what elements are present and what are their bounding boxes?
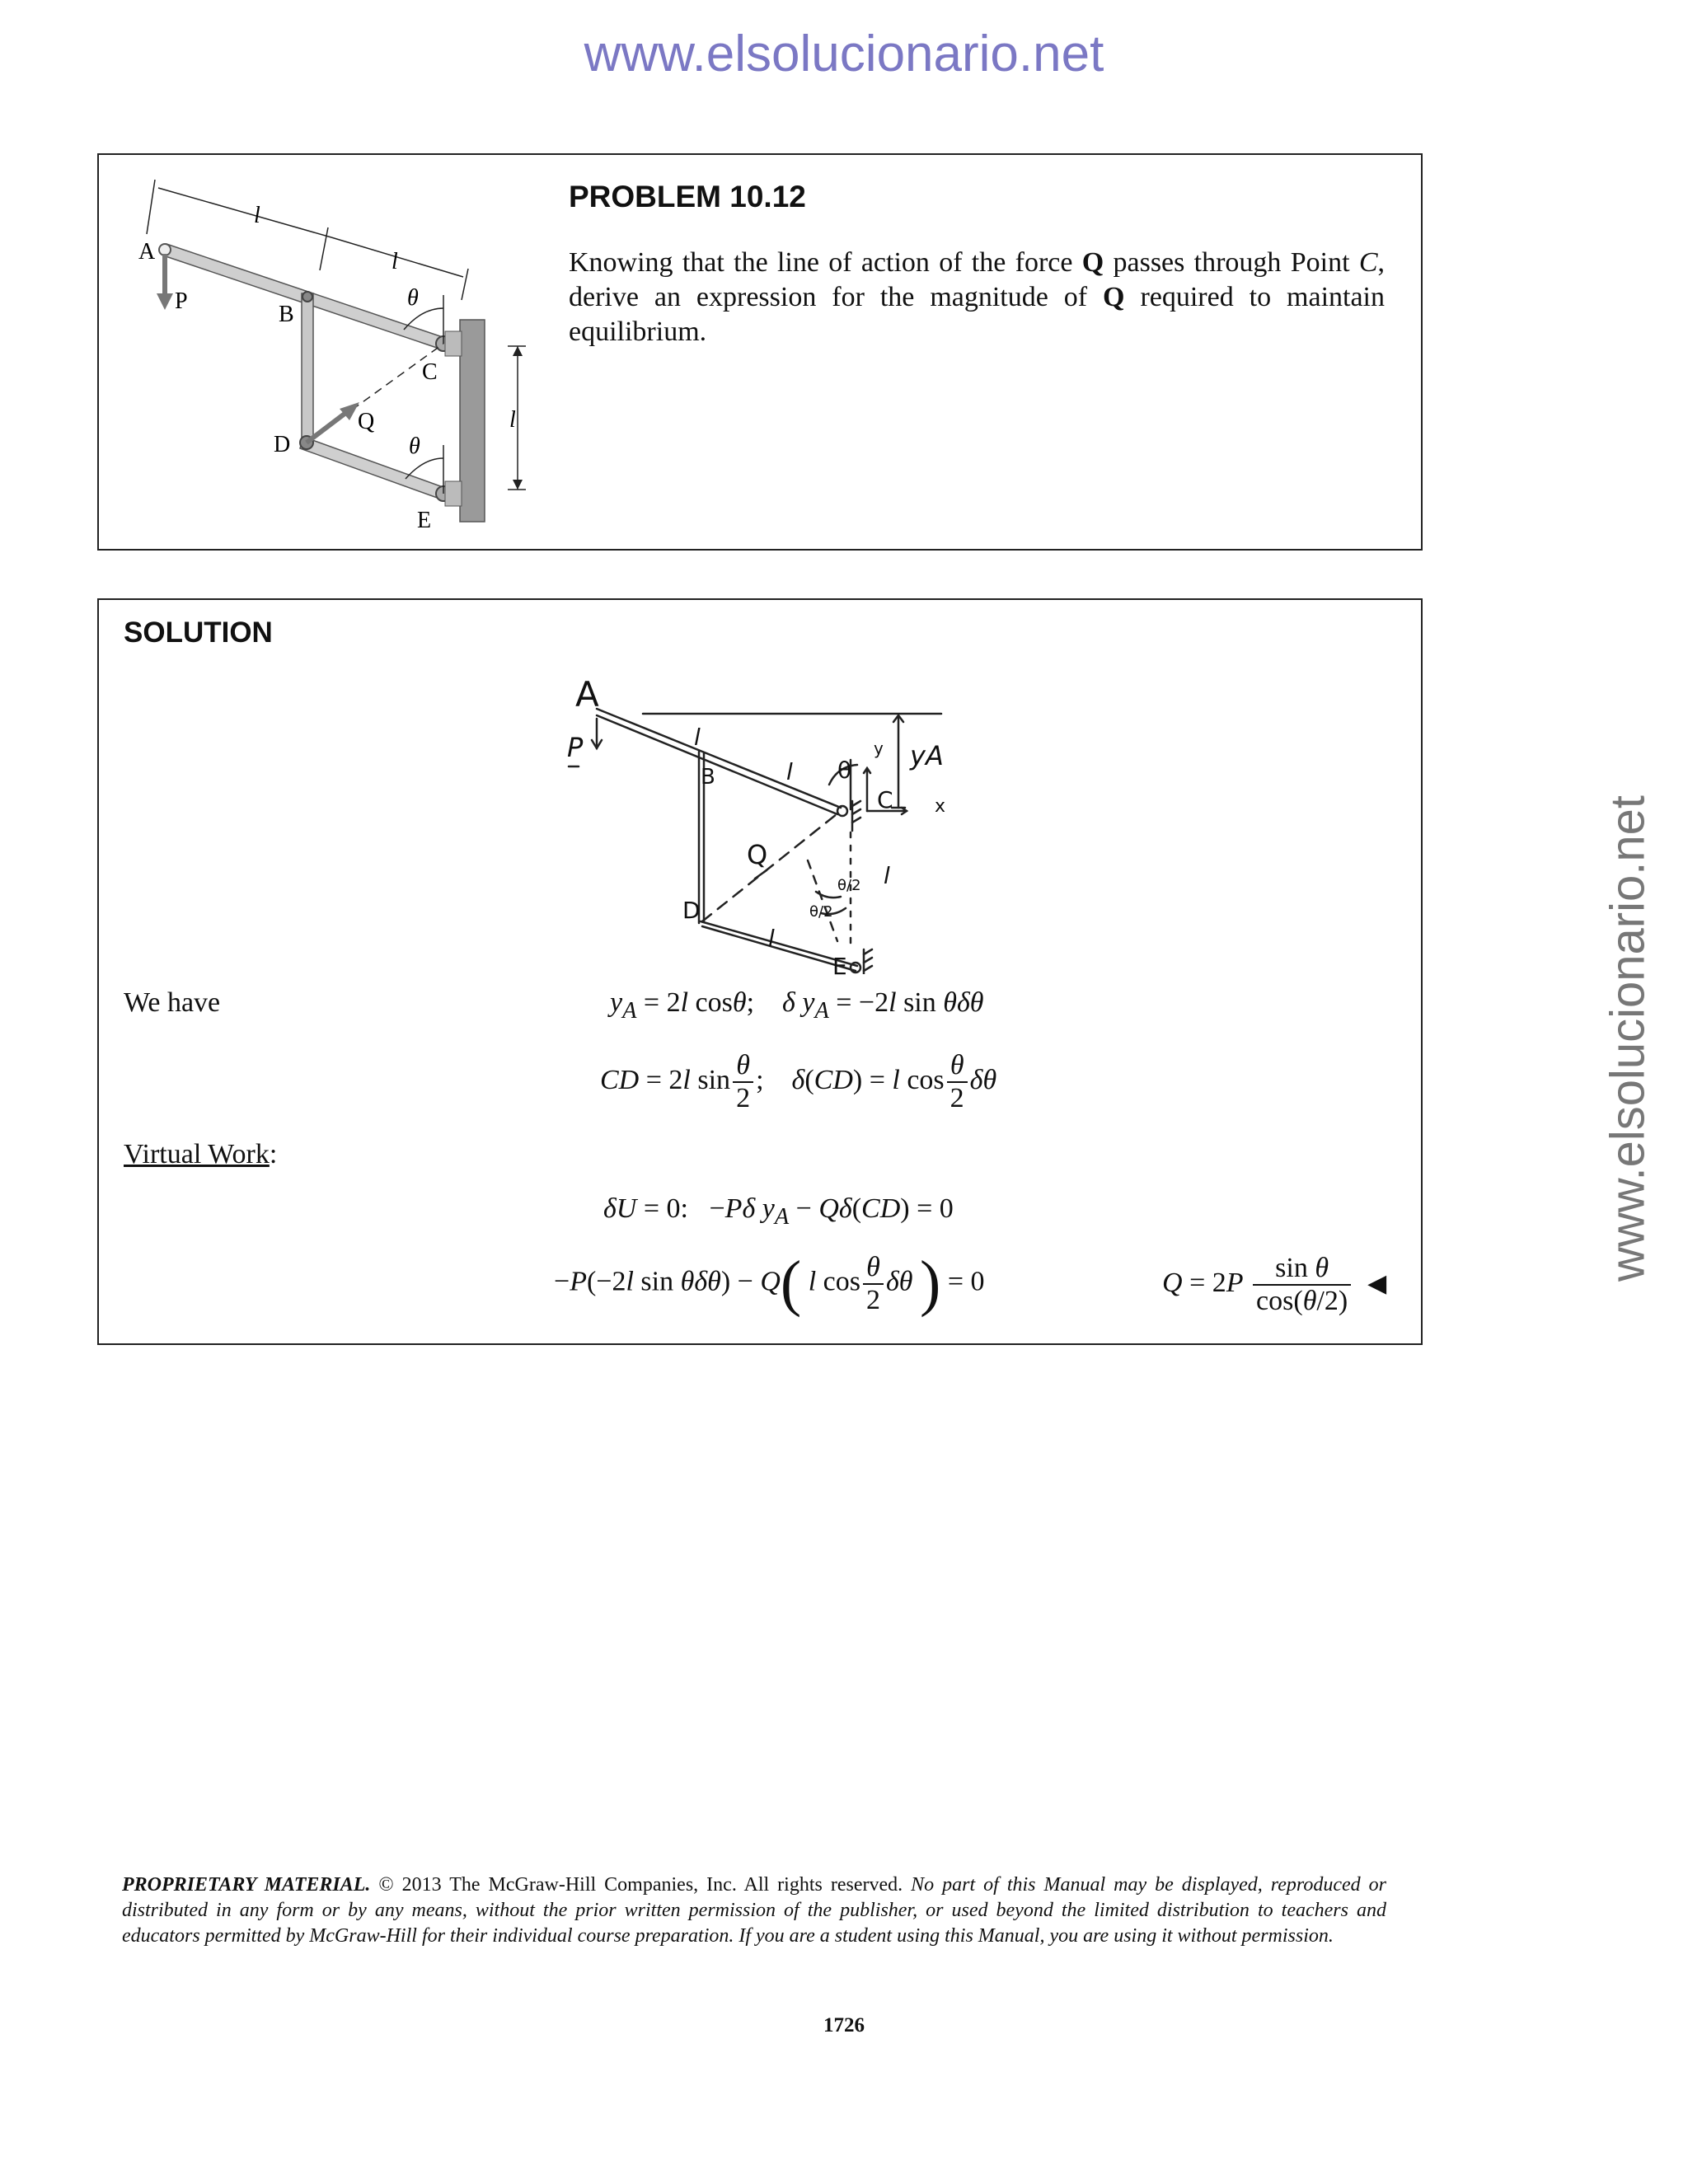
virtual-work-label [124, 1139, 277, 1170]
footer-notice [122, 1872, 1386, 1949]
fig-label-D: D [274, 432, 291, 457]
sketch-label-theta: θ [837, 757, 852, 784]
watermark-top[interactable]: www.elsolucionario.net [584, 26, 1104, 82]
sketch-label-Q: Q [747, 839, 768, 870]
footer-proprietary: PROPRIETARY MATERIAL. [122, 1874, 371, 1896]
sketch-label-C: C [877, 786, 893, 813]
fig-label-l1: l [254, 203, 260, 228]
sketch-label-D: D [682, 897, 701, 924]
solution-sketch [560, 669, 1022, 974]
sketch-label-x: x [935, 796, 946, 817]
sketch-label-y: y [874, 738, 884, 758]
fig-label-theta1: θ [407, 285, 419, 311]
fig-label-P: P [175, 288, 188, 314]
sketch-label-yA: yA [910, 740, 944, 771]
fig-label-Q: Q [358, 409, 375, 434]
problem-statement: Knowing that the line of action of the force Q passes through Point C, derive an expression for the magnitude of Q required to maintain equilibrium. [569, 247, 1385, 347]
virtual-work-colon: : [269, 1139, 278, 1169]
problem-figure [99, 155, 528, 549]
fig-label-C: C [422, 359, 438, 385]
equation-virtual-work: δU = 0: −Pδ $y_A - Q\delta(CD) = 0$ [603, 1193, 954, 1230]
problem-title: PROBLEM 10.12 [569, 180, 806, 213]
answer-Q: Q = 2P $\frac{\text{sin θ}}{\cos(\theta/2)}$ ◀ [1162, 1253, 1387, 1316]
sketch-label-l1: l [694, 724, 701, 751]
solution-box [97, 598, 1423, 1345]
sketch-label-B: B [701, 765, 715, 790]
equation-expanded: −P(−2l sin θδθ) − Q( l cos $\frac{\theta}{2}$ δθ ) = 0 [554, 1249, 985, 1318]
fig-label-theta2: θ [409, 434, 420, 459]
solution-title: SOLUTION [124, 616, 273, 649]
fig-label-B: B [279, 302, 294, 327]
sketch-label-E: E [832, 953, 847, 980]
footer-copyright: © 2013 The McGraw-Hill Companies, Inc. All rights reserved. [370, 1874, 912, 1896]
sketch-label-l4: l [768, 925, 775, 952]
fig-label-E: E [417, 508, 432, 533]
sketch-label-theta-half1: θ/2 [837, 877, 861, 894]
footer-notice-text: No part of this Manual may be displayed, reproduced or distributed in any form or by any means, without the prior written permission of the publisher, or used beyond the limited distribution to teachers and educators permitted by McGraw-Hill for their individual course preparation. If you are a student using this Manual, you are using it without permission. [122, 1874, 1386, 1947]
fig-label-l2: l [392, 249, 398, 274]
answer-marker-icon: ◀ [1367, 1269, 1387, 1297]
virtual-work-text: Virtual Work [124, 1139, 270, 1169]
sketch-label-l3: l [884, 862, 890, 889]
sketch-label-P: P [567, 732, 584, 763]
fig-label-A: A [138, 239, 156, 265]
equation-yA: $y_A = 2l$ cosθ; δ $y_A = -2l$ sin θδθ [610, 987, 984, 1024]
problem-box [97, 153, 1423, 551]
sketch-label-theta-half2: θ/2 [809, 903, 833, 921]
equation-CD: CD = 2l sin $\frac{\theta}{2}$ ; δ(CD) = l cos $\frac{\theta}{2}$ δθ [600, 1050, 997, 1113]
watermark-side[interactable]: www.elsolucionario.net [1601, 795, 1655, 1282]
sketch-label-l2: l [786, 758, 793, 785]
sketch-label-A: A [575, 674, 599, 715]
we-have-label: We have [124, 987, 221, 1018]
fig-label-l3: l [509, 407, 516, 433]
page-number: 1726 [823, 2014, 865, 2036]
